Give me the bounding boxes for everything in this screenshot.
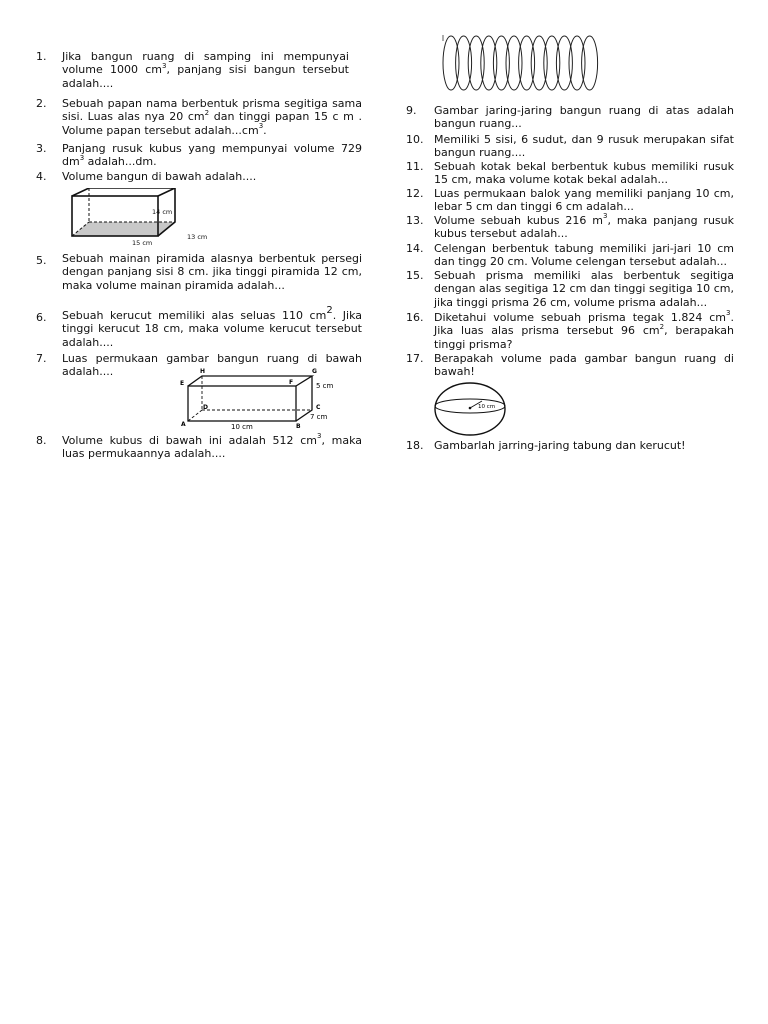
question-text: Volume sebuah kubus 216 $m^3$, maka panjang rusuk kubus tersebut adalah...	[434, 212, 734, 241]
question-number: 18.	[406, 439, 424, 452]
question-number: 5.	[36, 254, 47, 267]
question-text: Sebuah kerucut memiliki alas seluas 110 $cm^2$. Jika tinggi kerucut 18 cm, maka volume kerucut tersebut adalah....	[62, 305, 362, 349]
net-ellipse	[468, 36, 484, 90]
cuboid-length-label: 10 cm	[231, 423, 253, 431]
net-ellipse	[456, 36, 472, 90]
vertex-b: B	[296, 423, 301, 430]
question-number: 10.	[406, 133, 424, 146]
cuboid-width-label: 7 cm	[310, 413, 328, 421]
sphere-figure	[432, 382, 516, 438]
question-number: 6.	[36, 311, 47, 324]
net-ellipse	[531, 36, 547, 90]
question-text: Diketahui volume sebuah prisma tegak 1.824 $cm^3$. Jika luas alas prisma tersebut 96 $cm^2$, berapakah tinggi prisma?	[434, 309, 735, 351]
question-number: 4.	[36, 170, 47, 183]
vertex-d: D	[203, 404, 208, 411]
box-length-label: 15 cm	[132, 239, 153, 247]
question-text: Luas permukaan balok yang memiliki panjang 10 cm, lebar 5 cm dan tinggi 6 cm adalah...	[434, 187, 734, 214]
question-number: 16.	[406, 311, 424, 324]
vertex-c: C	[316, 404, 321, 411]
question-number: 3.	[36, 142, 47, 155]
question-text: Celengan berbentuk tabung memiliki jari-jari 10 cm dan tingg 20 cm. Volume celengan tersebut adalah...	[434, 242, 734, 269]
question-text: Volume kubus di bawah ini adalah 512 $cm^3$, maka luas permukaannya adalah....	[62, 432, 362, 461]
cuboid-figure	[178, 366, 338, 432]
question-number: 11.	[406, 160, 424, 173]
vertex-a: A	[181, 421, 186, 428]
question-number: 17.	[406, 352, 424, 365]
cuboid-height-label: 5 cm	[316, 382, 334, 390]
net-ellipse	[493, 36, 509, 90]
question-number: 12.	[406, 187, 424, 200]
question-text: Memiliki 5 sisi, 6 sudut, dan 9 rusuk merupakan sifat bangun ruang....	[434, 133, 734, 160]
question-text: Jika bangun ruang di samping ini mempunyai volume 1000 $cm^3$, panjang sisi bangun tersebut adalah....	[62, 50, 349, 90]
question-text: Sebuah kotak bekal berbentuk kubus memiliki rusuk 15 cm, maka volume kotak bekal adalah...	[434, 160, 734, 187]
net-ellipses-figure	[436, 32, 606, 94]
box-figure	[70, 188, 220, 248]
box-height-label: 14 cm	[152, 208, 173, 216]
net-ellipse	[519, 36, 535, 90]
question-text: Gambar jaring-jaring bangun ruang di atas adalah bangun ruang...	[434, 104, 734, 131]
sphere-radius-label: 10 cm	[478, 404, 496, 410]
question-text: Sebuah papan nama berbentuk prisma segitiga sama sisi. Luas alas nya 20 $cm^2$ dan tinggi papan 15 c m . Volume papan tersebut $adalah...cm^3$.	[62, 97, 362, 137]
vertex-e: E	[180, 380, 185, 387]
net-ellipse	[443, 36, 459, 90]
question-text: Gambarlah jarring-jaring tabung dan kerucut!	[434, 439, 686, 452]
question-text: Berapakah volume pada gambar bangun ruang di bawah!	[434, 352, 734, 379]
question-text: Volume bangun di bawah adalah....	[62, 170, 257, 183]
net-ellipse	[569, 36, 585, 90]
net-ellipse	[506, 36, 522, 90]
vertex-h: H	[200, 368, 206, 375]
question-text: Sebuah mainan piramida alasnya berbentuk persegi dengan panjang sisi 8 cm. jika tinggi piramida 12 cm, maka volume mainan piramida adalah...	[62, 252, 362, 292]
question-number: 7.	[36, 352, 47, 365]
net-ellipse	[544, 36, 560, 90]
net-ellipse	[481, 36, 497, 90]
question-text: Sebuah prisma memiliki alas berbentuk segitiga dengan alas segitiga 12 cm dan tinggi segitiga 10 cm, jika tinggi prisma 26 cm, volume prisma adalah...	[434, 269, 734, 309]
net-ellipse	[556, 36, 572, 90]
question-number: 1.	[36, 50, 47, 63]
question-number: 8.	[36, 434, 47, 447]
question-text: Luas permukaan gambar bangun ruang di bawah adalah....	[62, 352, 362, 379]
vertex-f: F	[289, 379, 294, 386]
question-number: 15.	[406, 269, 424, 282]
question-text: Panjang rusuk kubus yang mempunyai volume 729 $dm^3$ adalah...dm.	[62, 142, 362, 169]
vertex-g: G	[312, 368, 317, 375]
question-number: 14.	[406, 242, 424, 255]
question-number: 2.	[36, 97, 47, 110]
question-number: 9.	[406, 104, 417, 117]
net-ellipse	[582, 36, 598, 90]
box-width-label: 13 cm	[187, 233, 208, 241]
question-number: 13.	[406, 214, 424, 227]
